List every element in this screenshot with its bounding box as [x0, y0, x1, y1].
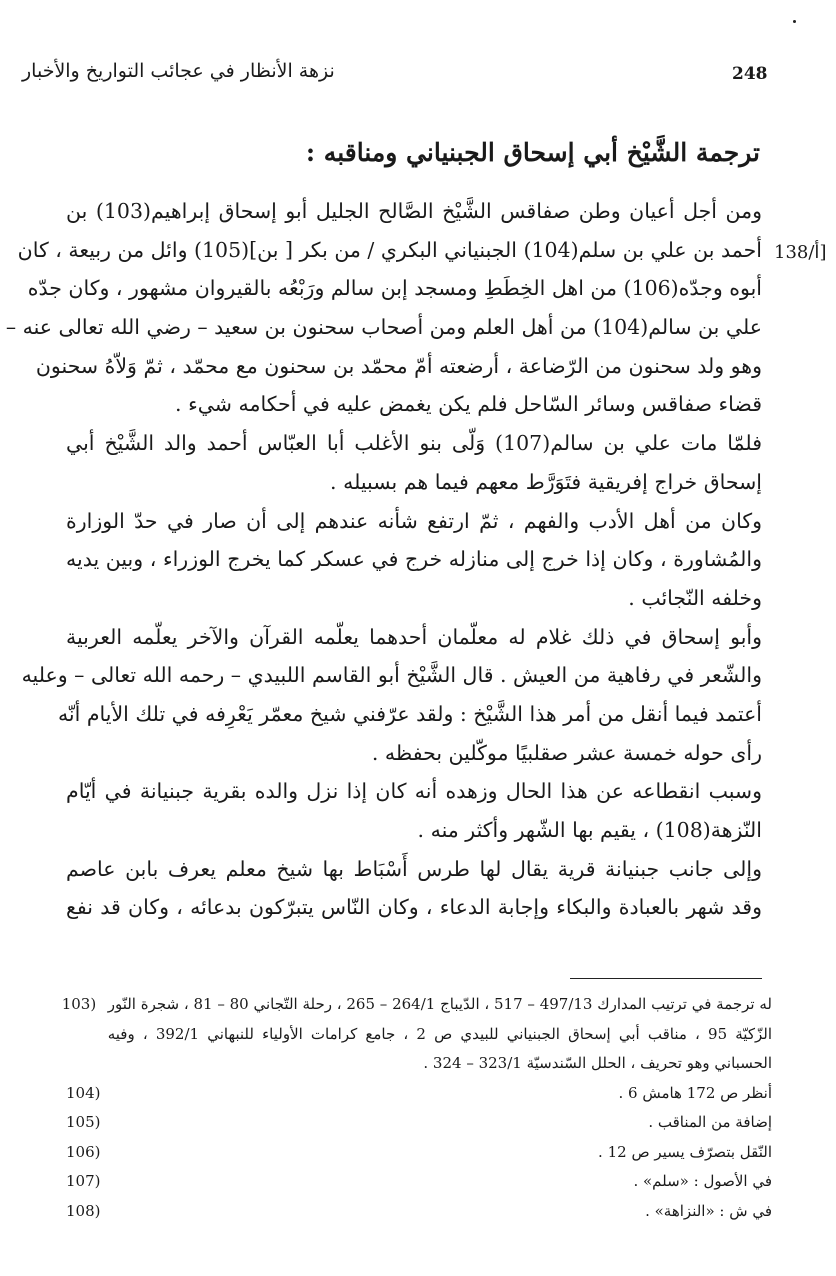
footnote-number: 107) — [66, 1172, 101, 1190]
text-line: وسبب انقطاعه عن هذا الحال وزهده أنه كان إذا نزل والده بقرية جبنيانة في أيّام — [66, 779, 762, 804]
text-line: والمُشاورة ، وكان إذا خرج إلى منازله خرج في عسكر كما يخرج الوزراء ، وبين يديه — [66, 547, 762, 572]
text-line: والشّعر في رفاهية من العيش . قال الشَّيْخ أبو القاسم اللبيدي – رحمه الله تعالى – وعليه — [21, 663, 762, 688]
text-line: وأبو إسحاق في ذلك غلام له معلّمان أحدهما يعلّمه القرآن والآخر يعلّمه العربية — [66, 624, 762, 649]
footnote-number: 108) — [66, 1201, 101, 1220]
body-text — [5, 192, 763, 927]
footnote-number: 106) — [66, 1142, 101, 1161]
text-line: قضاء صفاقس وسائر السّاحل فلم يكن يغمض عليه في أحكامه شيء . — [175, 392, 762, 417]
text-line: وخلفه النّجائب . — [628, 585, 762, 610]
footnote-text: النّقل بتصرّف يسير ص 12 . — [598, 1142, 772, 1161]
text-line: وقد شهر بالعبادة والبكاء وإجابة الدعاء ، وكان النّاس يتبرّكون بدعائه ، وكان قد نفع — [66, 895, 762, 920]
text-line: إسحاق خراج إفريقية فتَوَرَّط معهم فيما هم بسبيله . — [330, 469, 762, 494]
footnote-text: في ش : «النزاهة» . — [645, 1201, 772, 1220]
text-line: وكان من أهل الأدب والفهم ، ثمّ ارتفع شأنه عندهم إلى أن صار في حدّ الوزارة — [66, 508, 762, 533]
footnote-number: 105) — [66, 1113, 101, 1131]
footnote-106 — [66, 1138, 806, 1168]
footnote-separator — [570, 978, 762, 979]
text-line: وهو ولد سحنون من الرّضاعة ، أرضعته أمّ محمّد بن سحنون مع محمّد ، ثمّ وَلاّهُ سحنون — [35, 353, 762, 378]
footnote-text: أنظر ص 172 هامش 6 . — [618, 1083, 772, 1102]
section-title: ترجمة الشَّيْخ أبي إسحاق الجبنياني ومناقبه : — [305, 138, 760, 167]
footnote-text: له ترجمة في ترتيب المدارك 497/13 – 517 ، الدّيباج 264/1 – 265 ، رحلة التّجاني 80 – 81 ، شجرة النّور — [107, 995, 772, 1013]
text-line: علي بن سالم(104) من أهل العلم ومن أصحاب سحنون بن سعيد – رضي الله تعالى عنه – — [5, 315, 762, 340]
page-number: 248 — [732, 64, 768, 84]
text-line: النّزهة(108) ، يقيم بها الشّهر وأكثر منه . — [417, 818, 762, 842]
footnote-number: 103) — [61, 995, 97, 1013]
footnote-number: 104) — [66, 1083, 101, 1102]
text-line: أعتمد فيما أنقل من أمر هذا الشَّيْخ : ولقد عرّفني شيخ معمّر يَعْرِفه في تلك الأيام أنّه — [57, 701, 762, 726]
footnote-text: في الأصول : «سلم» . — [633, 1172, 772, 1190]
footnote-104 — [66, 1079, 806, 1109]
text-line: ومن أجل أعيان وطن صفاقس الشَّيْخ الصَّالح الجليل أبو إسحاق إبراهيم(103) بن — [66, 199, 763, 223]
footnotes — [61, 990, 806, 1226]
running-title: نزهة الأنظار في عجائب التواريخ والأخبار — [22, 60, 335, 82]
text-line: أبوه وجدّه(106) من اهل الخِطَطِ ومسجد إبن سالم ورَبْعُه بالقيروان مشهور ، وكان جدّه — [27, 276, 762, 301]
footnote-105 — [66, 1108, 806, 1138]
footnote-text: الحسباني وهو تحريف ، الحلل السّندسيّة 323/1 – 324 . — [423, 1054, 772, 1072]
text-line: فلمّا مات علي بن سالم(107) وَلّى بنو الأغلب أبا العبّاس أحمد والد الشَّيْخ أبي — [66, 431, 762, 456]
text-line: وإلى جانب جبنيانة قرية يقال لها طرس أَسْبَاط بها شيخ معلم يعرف بابن عاصم — [66, 856, 762, 881]
page-header — [22, 58, 768, 94]
footnote-text: الزّكيّة 95 ، مناقب أبي إسحاق الجبنياني للبيدي ص 2 ، جامع كرامات الأولياء للنبهاني 392/1 ، وفيه — [107, 1024, 772, 1043]
text-line: رأى حوله خمسة عشر صقلبيًا موكّلين بحفظه . — [371, 740, 762, 765]
footnote-108 — [66, 1197, 806, 1227]
footnote-107 — [66, 1167, 806, 1197]
text-line: أحمد بن علي بن سلم(104) الجبنياني البكري / من بكر [ بن](105) وائل من ربيعة ، كان — [17, 237, 762, 262]
footnote-text: إضافة من المناقب . — [648, 1113, 772, 1131]
speck-mark — [793, 20, 796, 23]
footnote-103 — [61, 990, 806, 1079]
manuscript-folio-marker: 138/أ] — [774, 242, 827, 263]
